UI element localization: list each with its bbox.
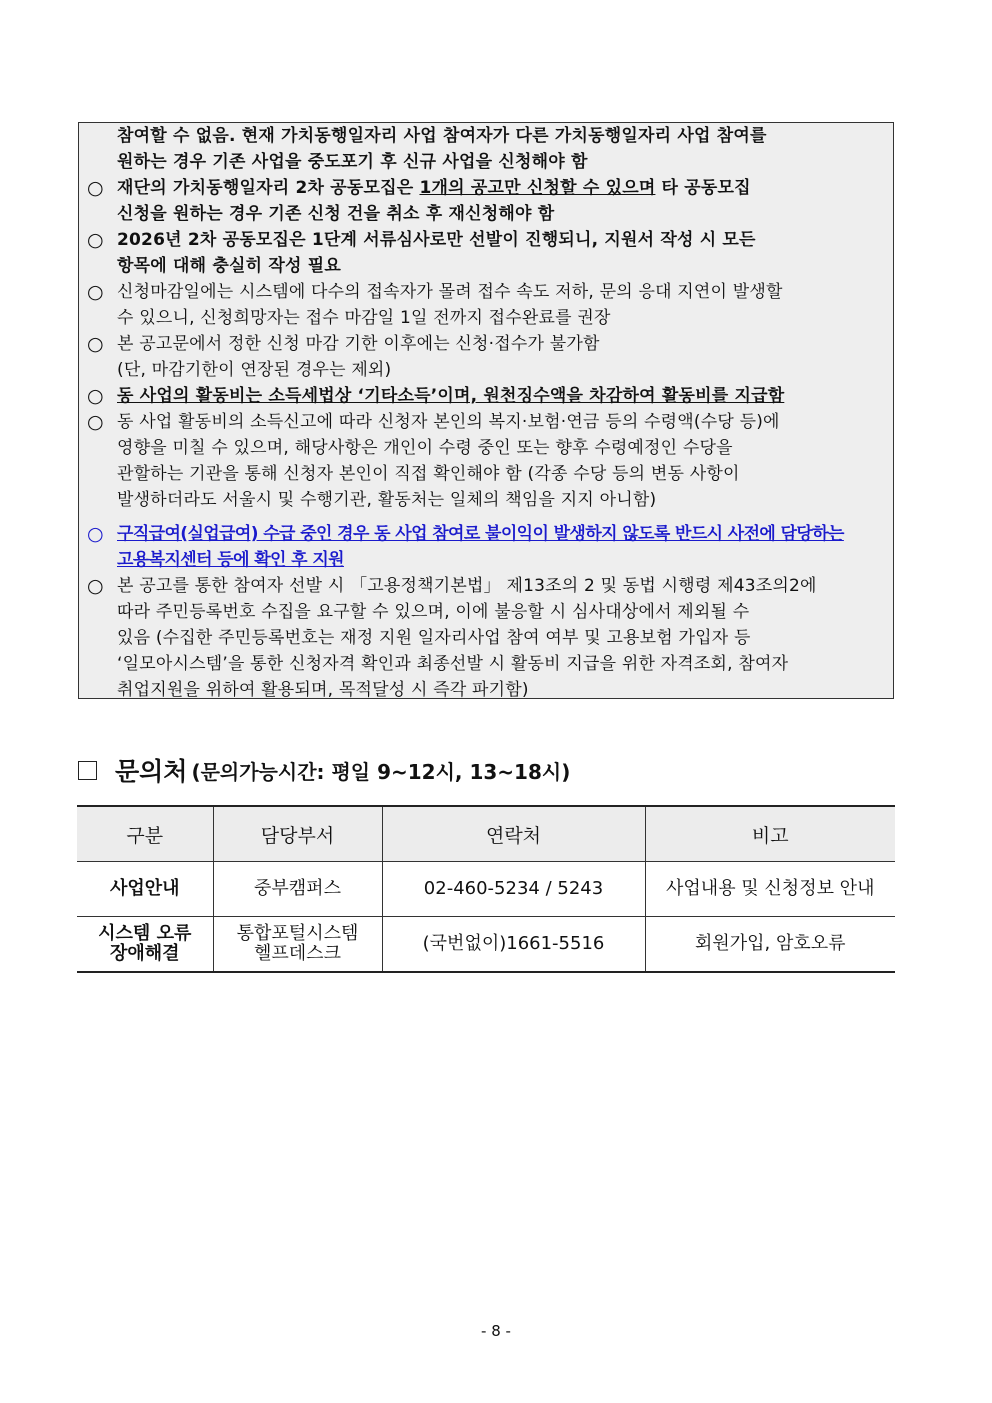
- circle-bullet-icon: ○: [87, 177, 104, 199]
- notice-line: 있음 (수집한 주민등록번호는 재정 지원 일자리사업 참여 여부 및 고용보험 가입자 등: [117, 628, 751, 648]
- notice-line: 영향을 미칠 수 있으며, 해당사항은 개인이 수령 중인 또는 향후 수령예정인 수당을: [117, 438, 733, 458]
- contact-section-heading: [78, 752, 570, 788]
- notice-line: 원하는 경우 기존 사업을 중도포기 후 신규 사업을 신청해야 함: [117, 152, 588, 172]
- notice-item-deadline-traffic: [87, 279, 887, 331]
- notice-line: 신청마감일에는 시스템에 다수의 접속자가 몰려 접수 속도 저하, 문의 응대 지연이 발생할: [117, 282, 783, 302]
- notice-item-unemployment-benefit: [87, 521, 887, 573]
- table-cell: (국번없이)1661-5516: [382, 917, 645, 973]
- header-cell: 구분: [77, 806, 213, 862]
- table-row: [77, 917, 895, 973]
- table-cell: 사업내용 및 신청정보 안내: [645, 862, 895, 917]
- notice-line: 발생하더라도 서울시 및 수행기관, 활동처는 일체의 책임을 지지 아니함): [117, 490, 657, 510]
- notice-text: 재단의 가치동행일자리 2차 공동모집은: [117, 178, 420, 198]
- notice-line: 항목에 대해 충실히 작성 필요: [117, 256, 341, 276]
- notice-line: 수 있으니, 신청희망자는 접수 마감일 1일 전까지 접수완료를 권장: [117, 308, 611, 328]
- notice-line: 2026년 2차 공동모집은 1단계 서류심사로만 선발이 진행되니, 지원서 작성 시 모든: [117, 230, 756, 250]
- notice-line: 참여할 수 없음. 현재 가치동행일자리 사업 참여자가 다른 가치동행일자리 사업 참여를: [117, 126, 767, 146]
- notice-item-other-income: [87, 383, 887, 409]
- circle-bullet-icon: ○: [87, 281, 104, 303]
- table-cell: 통합포털시스템 헬프데스크: [213, 917, 382, 973]
- table-cell: 중부캠퍼스: [213, 862, 382, 917]
- notice-line: 따라 주민등록번호 수집을 요구할 수 있으며, 이에 불응할 시 심사대상에서 제외될 수: [117, 602, 750, 622]
- notice-line: ‘일모아시스템’을 통한 신청자격 확인과 최종선발 시 활동비 지급을 위한 자격조회, 참여자: [117, 654, 789, 674]
- header-cell: 비고: [645, 806, 895, 862]
- notice-item-document-screening: [87, 227, 887, 279]
- notice-box: [78, 122, 894, 699]
- notice-line: 고용복지센터 등에 확인 후 지원: [117, 550, 344, 570]
- table-row: [77, 862, 895, 917]
- underlined-text: 1개의 공고만 신청할 수 있으며: [419, 178, 656, 198]
- section-subtitle: (문의가능시간: 평일 9~12시, 13~18시): [191, 759, 571, 784]
- notice-item-single-application: [87, 175, 887, 227]
- notice-line: 동 사업 활동비의 소득신고에 따라 신청자 본인의 복지·보험·연금 등의 수령액(수당 등)에: [117, 412, 780, 432]
- notice-item-continued: [87, 123, 887, 175]
- page-number: - 8 -: [481, 1322, 511, 1340]
- notice-line: 동 사업의 활동비는 소득세법상 ‘기타소득’이며, 원천징수액을 차감하여 활동비를 지급함: [117, 386, 785, 406]
- circle-bullet-icon: ○: [87, 575, 104, 597]
- square-bullet-icon: [78, 761, 97, 780]
- header-cell: 연락처: [382, 806, 645, 862]
- circle-bullet-icon: ○: [87, 523, 104, 545]
- notice-line: 본 공고를 통한 참여자 선발 시 「고용정책기본법」 제13조의 2 및 동법 시행령 제43조의2에: [117, 576, 817, 596]
- table-cell: 02-460-5234 / 5243: [382, 862, 645, 917]
- notice-line: 취업지원을 위하여 활용되며, 목적달성 시 즉각 파기함): [117, 680, 529, 700]
- table-cell: 시스템 오류 장애해결: [77, 917, 213, 973]
- circle-bullet-icon: ○: [87, 411, 104, 433]
- circle-bullet-icon: ○: [87, 385, 104, 407]
- contact-table: [77, 805, 895, 973]
- notice-line: (단, 마감기한이 연장된 경우는 제외): [117, 360, 392, 380]
- notice-text: 타 공동모집: [655, 178, 751, 198]
- notice-item-income-report: [87, 409, 887, 513]
- notice-item-resident-number: [87, 573, 887, 703]
- notice-line: 관할하는 기관을 통해 신청자 본인이 직접 확인해야 함 (각종 수당 등의 변동 사항이: [117, 464, 740, 484]
- header-cell: 담당부서: [213, 806, 382, 862]
- notice-line: 본 공고문에서 정한 신청 마감 기한 이후에는 신청·접수가 불가함: [117, 334, 600, 354]
- table-cell: 사업안내: [77, 862, 213, 917]
- table-cell: 회원가입, 암호오류: [645, 917, 895, 973]
- notice-item-deadline: [87, 331, 887, 383]
- notice-line: 구직급여(실업급여) 수급 중인 경우 동 사업 참여로 불이익이 발생하지 않도록 반드시 사전에 담당하는: [117, 524, 844, 544]
- circle-bullet-icon: ○: [87, 229, 104, 251]
- table-header-row: [77, 806, 895, 862]
- section-title: 문의처: [115, 757, 188, 786]
- notice-line: 신청을 원하는 경우 기존 신청 건을 취소 후 재신청해야 함: [117, 204, 555, 224]
- notice-line: [117, 175, 887, 201]
- circle-bullet-icon: ○: [87, 333, 104, 355]
